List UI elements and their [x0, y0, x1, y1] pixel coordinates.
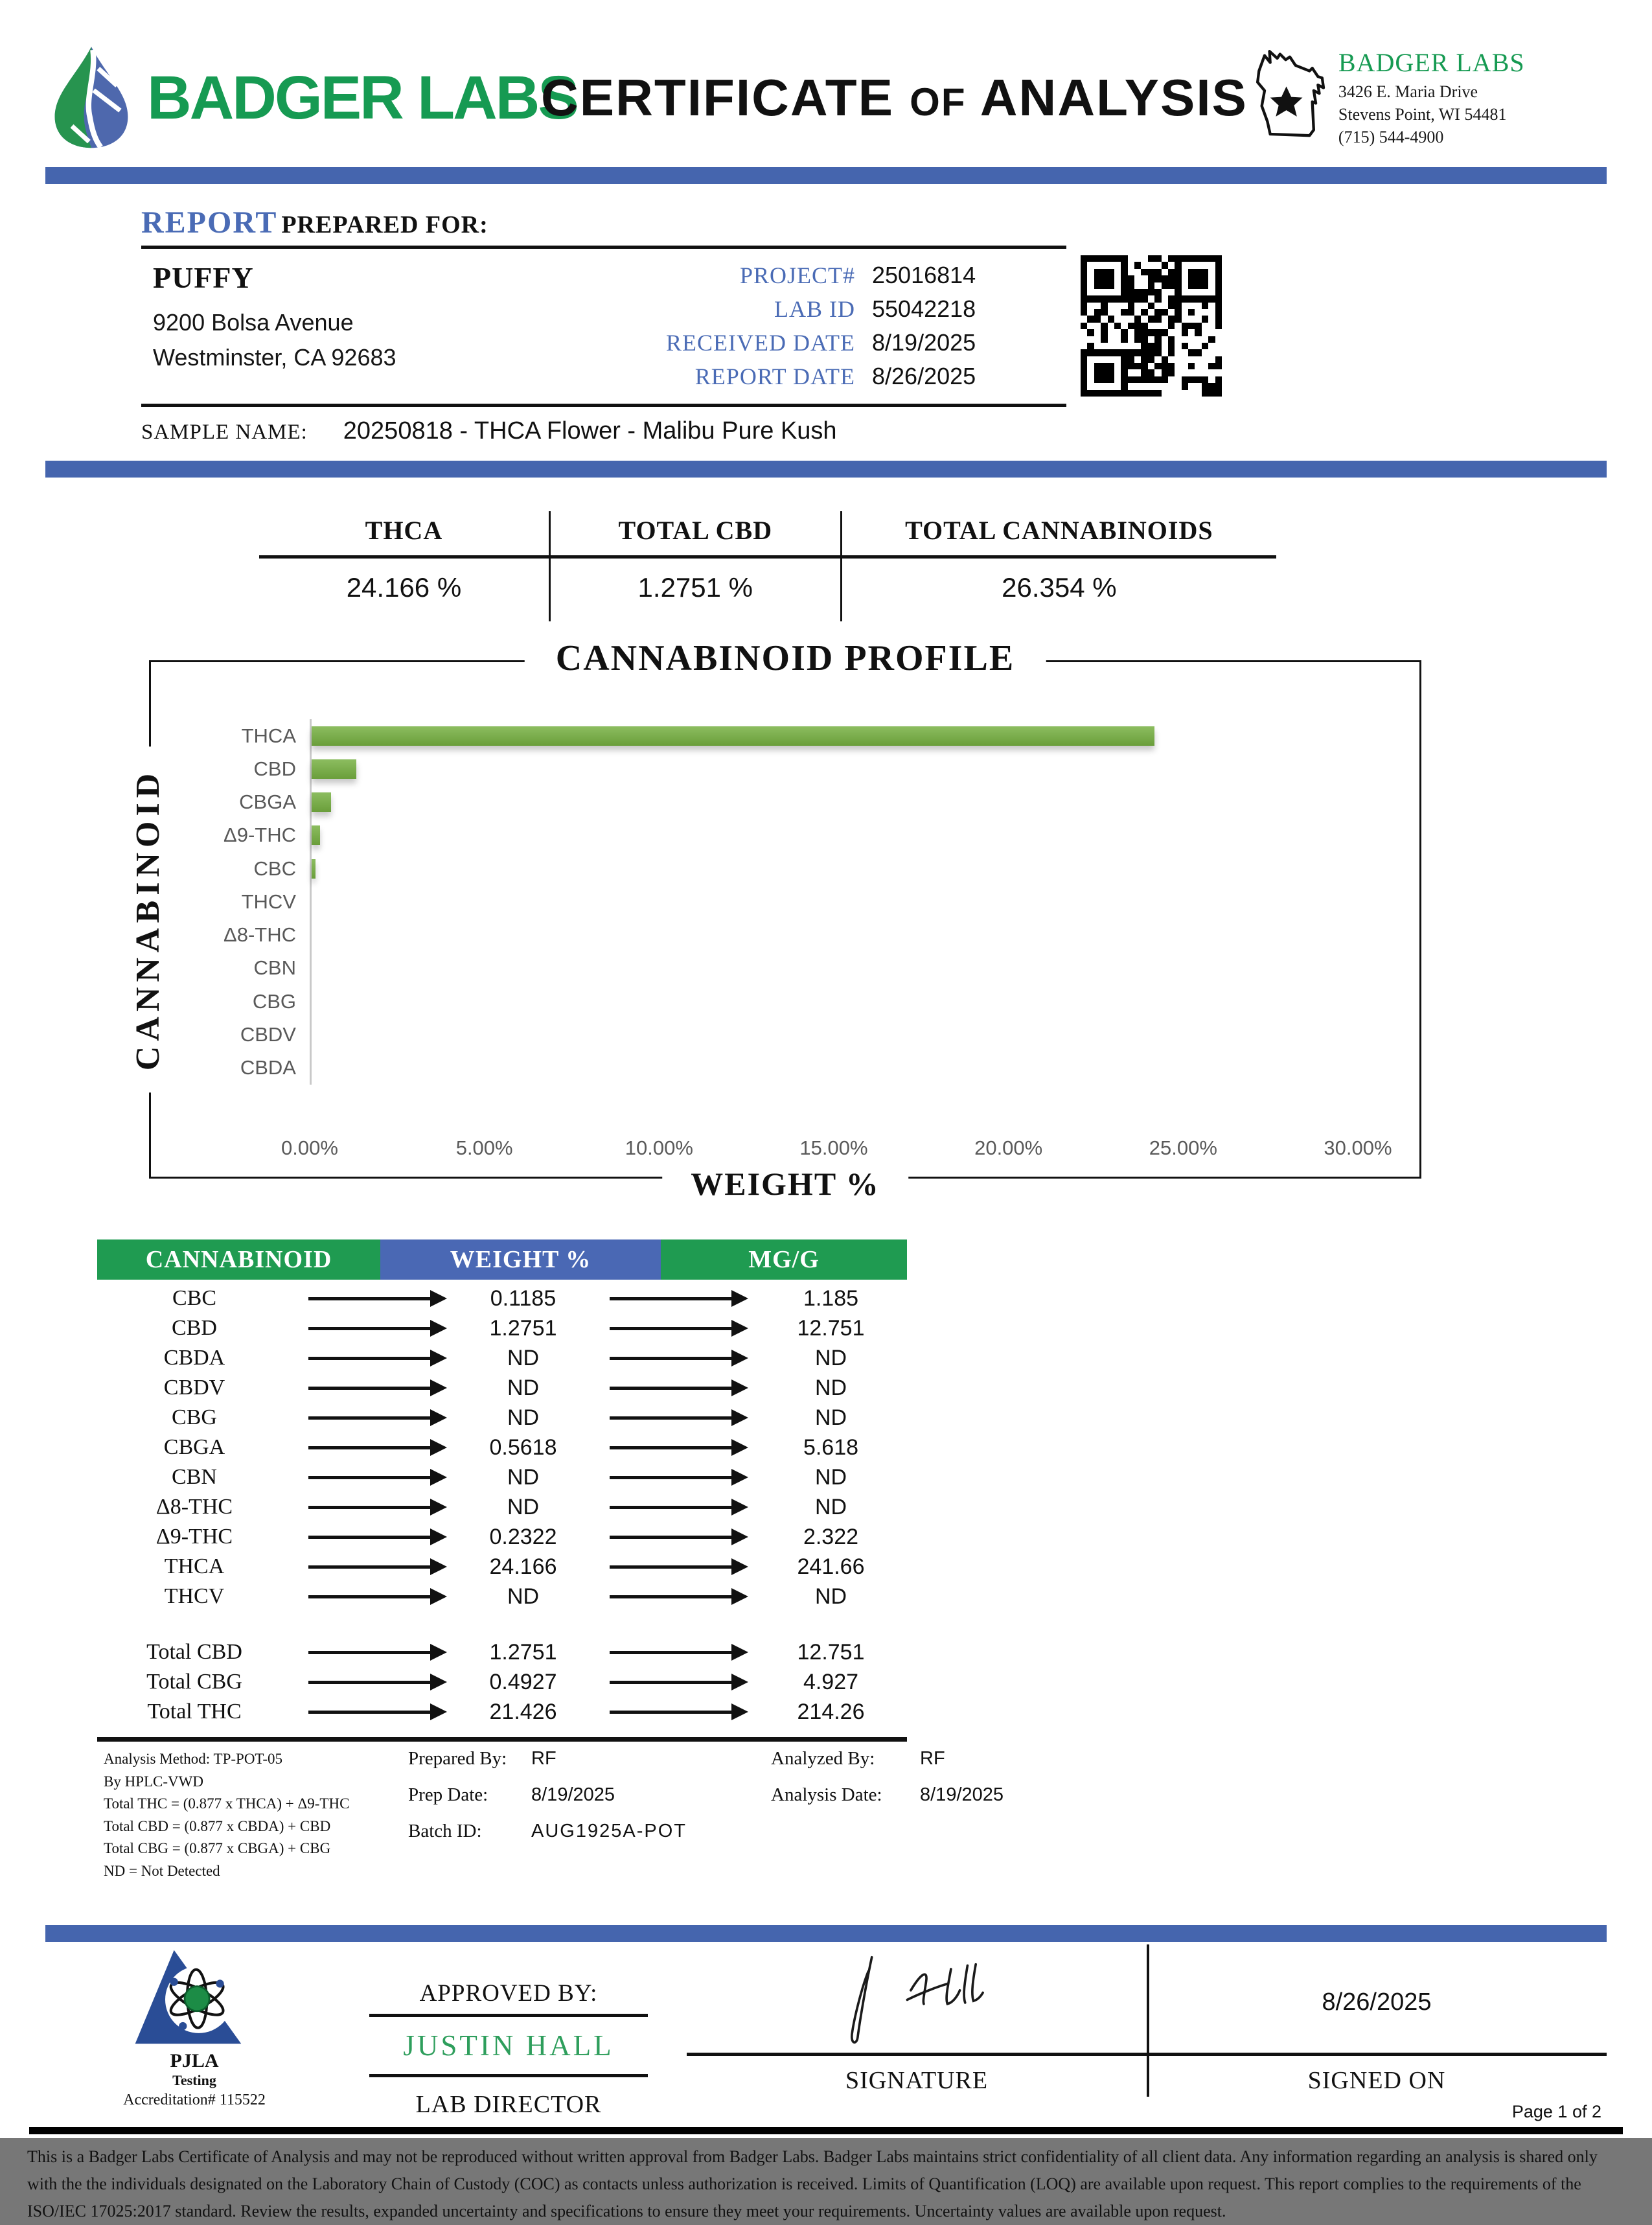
table-row [97, 1313, 907, 1343]
weight-value: ND [507, 1345, 540, 1370]
arrow-right-icon [308, 1711, 431, 1714]
sample-name-label: SAMPLE NAME: [141, 421, 308, 444]
report-fields [535, 260, 1066, 400]
summary-column [259, 511, 549, 621]
cannabinoid-name: CBN [172, 1465, 217, 1489]
accreditation-number: Accreditation# 115522 [123, 2092, 266, 2108]
field-value: 55042218 [872, 295, 976, 322]
divider-bar-top [45, 167, 1607, 184]
client-name: PUFFY [153, 261, 254, 294]
signature-image [820, 1949, 1014, 2053]
potency-summary [259, 511, 1276, 621]
table-row [97, 1462, 907, 1492]
approval-footer [0, 1942, 1652, 2119]
heading-rest: PREPARED FOR: [281, 211, 488, 238]
client-block [141, 260, 535, 400]
chart-bar [312, 825, 320, 845]
chart-title: CANNABINOID PROFILE [525, 638, 1046, 679]
chart-category-label: CBC [253, 857, 296, 880]
x-tick-label: 25.00% [1149, 1136, 1217, 1159]
table-row [97, 1373, 907, 1403]
total-weight-value: 21.426 [489, 1699, 557, 1724]
chart-category-label: CBD [253, 757, 296, 780]
summary-label: TOTAL CANNABINOIDS [905, 516, 1213, 545]
rule [141, 246, 1066, 249]
summary-label: THCA [365, 516, 443, 545]
chart-category-label: CBGA [239, 790, 296, 814]
weight-value: 24.166 [489, 1554, 557, 1579]
chart-category-label: CBDA [240, 1056, 296, 1079]
signature-block [687, 1948, 1607, 2095]
chart-bar [312, 759, 356, 779]
rule [141, 404, 1066, 407]
masthead [0, 0, 1652, 167]
mgg-value: 2.322 [803, 1524, 859, 1549]
summary-value: 24.166 % [346, 572, 462, 603]
arrow-right-icon [610, 1387, 733, 1390]
analysis-block [771, 1748, 1173, 1882]
batch-id-label: Batch ID: [408, 1821, 482, 1841]
chart-row [241, 885, 1358, 918]
cannabinoid-name: CBDV [163, 1376, 225, 1400]
field-value: 25016814 [872, 262, 976, 288]
header-mgg: MG/G [661, 1239, 907, 1280]
field-label: LAB ID [774, 296, 855, 322]
page-title: CERTIFICATE OF ANALYSIS [541, 69, 1248, 126]
arrow-right-icon [308, 1595, 431, 1598]
rule [369, 2074, 648, 2077]
mgg-value: ND [814, 1345, 847, 1370]
weight-value: 0.2322 [489, 1524, 557, 1549]
arrow-right-icon [610, 1327, 733, 1330]
total-mgg-value: 4.927 [803, 1669, 859, 1694]
results-totals [97, 1637, 907, 1727]
arrow-right-icon [308, 1446, 431, 1449]
wisconsin-state-icon [1248, 43, 1332, 153]
accreditation-org: PJLA [170, 2050, 219, 2071]
prep-date-label: Prep Date: [408, 1784, 488, 1805]
field-value: 8/26/2025 [872, 363, 976, 389]
rule [369, 2014, 648, 2017]
section-heading [141, 205, 1607, 240]
summary-label: TOTAL CBD [618, 516, 773, 545]
table-row [97, 1403, 907, 1433]
arrow-right-icon [610, 1565, 733, 1569]
lab-name: BADGER LABS [1338, 47, 1525, 77]
arrow-right-icon [308, 1357, 431, 1360]
report-field [535, 363, 1066, 397]
total-weight-value: 0.4927 [489, 1669, 557, 1694]
cannabinoid-name: CBDA [163, 1346, 225, 1370]
analyzed-by-value: RF [920, 1748, 945, 1769]
arrow-right-icon [610, 1446, 733, 1449]
chart-row [224, 919, 1358, 952]
chart-x-ticks [281, 1136, 1392, 1164]
arrow-right-icon [308, 1327, 431, 1330]
signed-on-date: 8/26/2025 [1322, 1989, 1432, 2016]
field-label: REPORT DATE [694, 363, 855, 389]
x-tick-label: 30.00% [1324, 1136, 1392, 1159]
leaf-drop-icon [49, 42, 134, 154]
total-weight-value: 1.2751 [489, 1639, 557, 1665]
chart-category-label: CBG [252, 989, 296, 1013]
chart-row [253, 952, 1358, 985]
results-table [97, 1239, 907, 1742]
brand-wordmark: BADGER LABS [147, 63, 577, 132]
results-rows [97, 1284, 907, 1611]
chart-row [239, 786, 1358, 819]
header-cannabinoid: CANNABINOID [97, 1239, 380, 1280]
lab-address-line2: Stevens Point, WI 54481 [1338, 104, 1507, 124]
method-lines [104, 1748, 408, 1882]
cannabinoid-name: Δ9-THC [155, 1525, 233, 1549]
table-row [97, 1343, 907, 1373]
mgg-value: 12.751 [797, 1315, 865, 1341]
weight-value: 0.5618 [489, 1435, 557, 1460]
sample-name-row [141, 417, 1607, 445]
mgg-value: ND [814, 1464, 847, 1490]
prep-date-value: 8/19/2025 [531, 1784, 615, 1805]
chart-category-label: CBDV [240, 1023, 296, 1046]
arrow-right-icon [308, 1387, 431, 1390]
table-row [97, 1552, 907, 1582]
prep-block [408, 1748, 771, 1882]
analyzed-by-label: Analyzed By: [771, 1748, 875, 1769]
analysis-date-value: 8/19/2025 [920, 1784, 1004, 1805]
prepared-by-label: Prepared By: [408, 1748, 507, 1769]
cannabinoid-name: Δ8-THC [155, 1495, 233, 1519]
field-value: 8/19/2025 [872, 329, 976, 356]
accreditation-sub: Testing [172, 2072, 216, 2088]
arrow-right-icon [610, 1297, 733, 1300]
qr-code [1081, 255, 1222, 397]
report-field [535, 262, 1066, 295]
arrow-right-icon [308, 1297, 431, 1300]
summary-value: 26.354 % [1002, 572, 1117, 603]
arrow-right-icon [308, 1681, 431, 1684]
weight-value: ND [507, 1584, 540, 1609]
mgg-value: 1.185 [803, 1285, 859, 1311]
chart-category-label: CBN [253, 956, 296, 980]
total-mgg-value: 12.751 [797, 1639, 865, 1665]
heading-accent: REPORT [141, 205, 278, 240]
vertical-divider [1147, 1944, 1149, 2097]
weight-value: 0.1185 [490, 1285, 556, 1311]
arrow-right-icon [610, 1595, 733, 1598]
method-line: Total CBD = (0.877 x CBDA) + CBD [104, 1817, 331, 1834]
disclaimer-text: This is a Badger Labs Certificate of Analysis and may not be reproduced without written approval from Badger Labs. Badger Labs maintains strict confidentiality of all client data. Any information regarding an analysis is shared only with the the individuals designated on the Laboratory Chain of Custody (COC) as contacts unless authorization is received. Limits of Quantification (LOQ) are available upon request. This report complies to the requirements of the ISO/IEC 17025:2017 standard. Review the results, expanded uncertainty and specifications to ensure they meet your requirements. Uncertainty values are available upon request. [27, 2147, 1598, 2221]
arrow-right-icon [610, 1681, 733, 1684]
chart-bar [312, 859, 315, 879]
chart-y-axis-label: CANNABINOID [128, 746, 168, 1092]
weight-value: ND [507, 1405, 540, 1430]
report-info-section [0, 205, 1652, 445]
mgg-value: ND [814, 1375, 847, 1400]
method-line: By HPLC-VWD [104, 1773, 203, 1790]
x-tick-label: 10.00% [625, 1136, 693, 1159]
batch-id-value: AUG1925A-POT [531, 1821, 687, 1841]
mgg-value: 5.618 [803, 1435, 859, 1460]
weight-value: ND [507, 1375, 540, 1400]
signature-label: SIGNATURE [845, 2067, 989, 2094]
mgg-value: ND [814, 1405, 847, 1430]
rule [259, 555, 1276, 559]
arrow-right-icon [308, 1536, 431, 1539]
method-line: Analysis Method: TP-POT-05 [104, 1751, 283, 1767]
header-weight: WEIGHT % [380, 1239, 661, 1280]
arrow-right-icon [610, 1357, 733, 1360]
mgg-value: ND [814, 1584, 847, 1609]
summary-value: 1.2751 % [637, 572, 753, 603]
arrow-right-icon [308, 1416, 431, 1420]
table-row [97, 1582, 907, 1611]
field-label: PROJECT# [739, 262, 855, 288]
chart-category-label: THCV [241, 890, 296, 913]
client-address-line1: 9200 Bolsa Avenue [153, 309, 354, 336]
table-row [97, 1522, 907, 1552]
rule [97, 1737, 907, 1742]
approved-by-label: APPROVED BY: [419, 1980, 598, 2007]
table-row [97, 1492, 907, 1522]
mgg-value: ND [814, 1494, 847, 1519]
lab-phone: (715) 544-4900 [1338, 128, 1444, 147]
chart-category-label: Δ9-THC [224, 824, 296, 847]
summary-column [840, 511, 1276, 621]
chart-row [240, 1052, 1358, 1085]
total-name: Total THC [147, 1700, 242, 1724]
field-label: RECEIVED DATE [666, 330, 855, 356]
arrow-right-icon [308, 1565, 431, 1569]
sample-name-value: 20250818 - THCA Flower - Malibu Pure Kush [343, 417, 837, 444]
prepared-by-value: RF [531, 1748, 556, 1769]
chart-bar [312, 726, 1154, 746]
x-tick-label: 0.00% [281, 1136, 338, 1159]
analysis-date-label: Analysis Date: [771, 1784, 882, 1805]
lab-address-block [1248, 43, 1607, 153]
method-line: ND = Not Detected [104, 1862, 220, 1879]
signed-on-label: SIGNED ON [1307, 2067, 1446, 2094]
report-field [535, 329, 1066, 363]
chart-row [240, 1018, 1358, 1051]
weight-value: 1.2751 [489, 1315, 557, 1341]
pjla-atom-icon [126, 2037, 262, 2048]
table-total-row [97, 1667, 907, 1697]
accreditation-block [91, 1948, 298, 2109]
divider-bar-bottom [45, 1925, 1607, 1942]
report-field [535, 295, 1066, 329]
arrow-right-icon [610, 1711, 733, 1714]
table-row [97, 1284, 907, 1313]
arrow-right-icon [308, 1506, 431, 1509]
approver-title: LAB DIRECTOR [415, 2091, 602, 2118]
table-total-row [97, 1697, 907, 1727]
chart-row [241, 719, 1358, 752]
method-line: Total CBG = (0.877 x CBGA) + CBG [104, 1840, 331, 1856]
arrow-right-icon [308, 1651, 431, 1654]
arrow-right-icon [308, 1476, 431, 1479]
x-tick-label: 15.00% [799, 1136, 868, 1159]
weight-value: ND [507, 1464, 540, 1490]
arrow-right-icon [610, 1651, 733, 1654]
cannabinoid-name: CBGA [163, 1435, 225, 1459]
total-name: Total CBG [146, 1670, 242, 1694]
page-number: Page 1 of 2 [1511, 2102, 1601, 2121]
signature-cell [687, 1952, 1147, 2056]
cannabinoid-name: CBC [172, 1286, 217, 1310]
table-row [97, 1433, 907, 1462]
chart-row [224, 819, 1358, 852]
table-total-row [97, 1637, 907, 1667]
arrow-right-icon [610, 1536, 733, 1539]
total-name: Total CBD [146, 1640, 242, 1664]
summary-column [549, 511, 840, 621]
cannabinoid-name: THCV [164, 1584, 225, 1608]
arrow-right-icon [610, 1506, 733, 1509]
arrow-right-icon [610, 1476, 733, 1479]
client-address-line2: Westminster, CA 92683 [153, 344, 396, 371]
method-notes [104, 1748, 1652, 1882]
cannabinoid-name: CBG [172, 1405, 217, 1429]
chart-plot-area [224, 719, 1358, 1085]
x-tick-label: 20.00% [974, 1136, 1043, 1159]
chart-category-label: Δ8-THC [224, 923, 296, 947]
cannabinoid-name: THCA [164, 1554, 225, 1578]
arrow-right-icon [610, 1416, 733, 1420]
divider-bar [45, 461, 1607, 478]
total-mgg-value: 214.26 [797, 1699, 865, 1724]
cannabinoid-profile-chart [130, 638, 1421, 1202]
weight-value: ND [507, 1494, 540, 1519]
signed-on-date-cell [1147, 1952, 1607, 2056]
approver-name: JUSTIN HALL [403, 2029, 614, 2062]
chart-bar [312, 792, 331, 812]
lab-address-line1: 3426 E. Maria Drive [1338, 82, 1478, 101]
chart-category-label: THCA [241, 724, 296, 747]
chart-x-axis-label: WEIGHT % [662, 1165, 908, 1203]
chart-row [252, 985, 1358, 1018]
x-tick-label: 5.00% [455, 1136, 513, 1159]
cannabinoid-name: CBD [172, 1316, 217, 1340]
mgg-value: 241.66 [797, 1554, 865, 1579]
rule [29, 2127, 1623, 2134]
method-line: Total THC = (0.877 x THCA) + Δ9-THC [104, 1795, 350, 1812]
approved-by-block [369, 1948, 648, 2119]
chart-row [253, 852, 1358, 885]
chart-row [253, 752, 1358, 785]
brand-logo [49, 42, 577, 154]
results-table-header [97, 1239, 907, 1280]
